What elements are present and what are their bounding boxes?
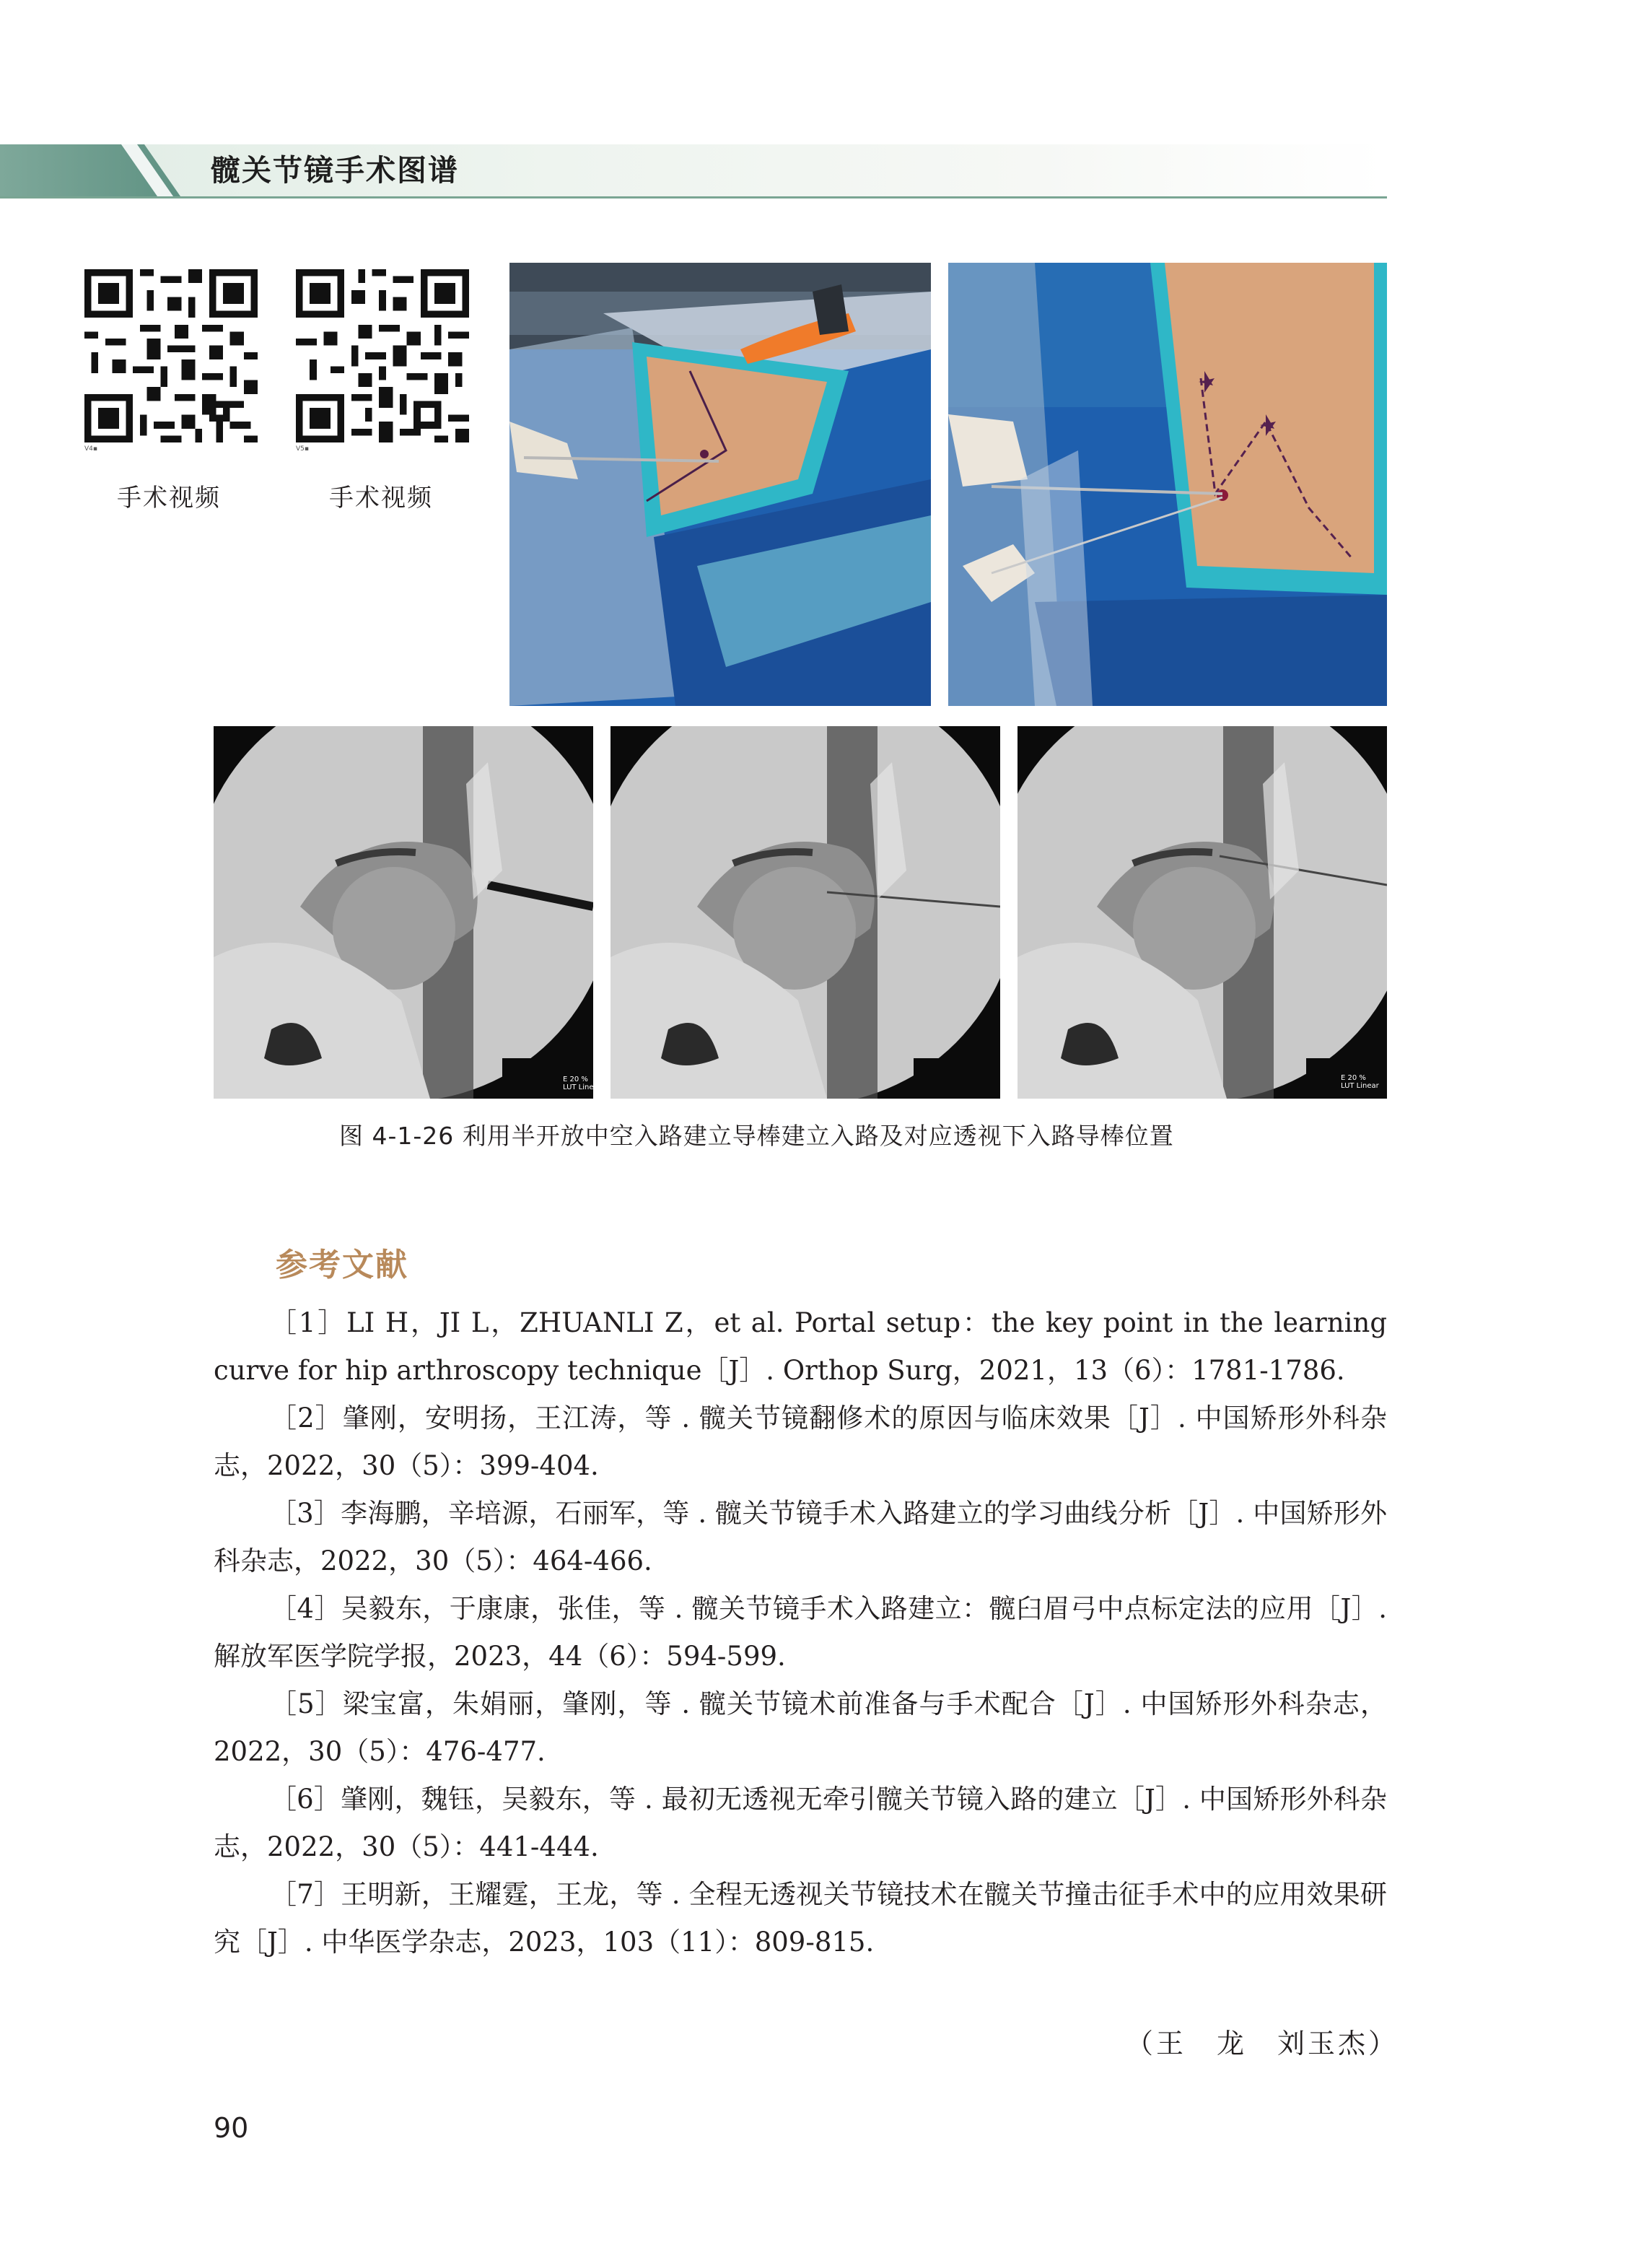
surgical-photo-2 <box>948 263 1387 706</box>
xray-overlay-text: E 20 % LUT Linear <box>1341 1074 1379 1090</box>
qr-tiny-id: V5▪ <box>296 445 309 453</box>
author-credit: （王 龙 刘玉杰） <box>1126 2028 1399 2059</box>
references-list <box>214 1299 1387 1966</box>
running-header-band <box>0 144 1386 196</box>
qr-label: 手术视频 <box>117 484 221 513</box>
references-heading: 参考文献 <box>276 1247 408 1283</box>
reference-item: ［2］肇刚，安明扬，王江涛，等 . 髋关节镜翻修术的原因与临床效果［J］. 中国矫形外科杂志，2022，30（5）：399-404. <box>214 1403 1387 1481</box>
qr-code-video-1[interactable] <box>84 269 258 442</box>
qr-tiny-id: V4▪ <box>84 445 97 453</box>
qr-label: 手术视频 <box>329 484 433 513</box>
surgical-photo-1 <box>509 263 931 706</box>
fluoroscopy-image-3 <box>1017 726 1387 1099</box>
figure-caption: 图 4-1-26 利用半开放中空入路建立导棒建立入路及对应透视下入路导棒位置 <box>339 1122 1174 1150</box>
qr-code-icon <box>296 269 469 442</box>
fluoroscopy-image-1 <box>214 726 593 1099</box>
qr-code-video-2[interactable] <box>296 269 469 442</box>
page-number: 90 <box>214 2112 249 2144</box>
reference-item: ［6］肇刚，魏钰，吴毅东，等 . 最初无透视无牵引髋关节镜入路的建立［J］. 中国矫形外科杂志，2022，30（5）：441-444. <box>214 1784 1387 1862</box>
reference-item: ［5］梁宝富，朱娟丽，肇刚，等 . 髋关节镜术前准备与手术配合［J］. 中国矫形外科杂志，2022，30（5）：476-477. <box>214 1688 1387 1767</box>
xray-overlay-text: E 20 % LUT Linear <box>563 1076 601 1091</box>
reference-item: ［4］吴毅东，于康康，张佳，等 . 髋关节镜手术入路建立：髋臼眉弓中点标定法的应用［J］. 解放军医学院学报，2023，44（6）：594-599. <box>214 1593 1387 1672</box>
reference-item: ［3］李海鹏，辛培源，石丽军，等 . 髋关节镜手术入路建立的学习曲线分析［J］. 中国矫形外科杂志，2022，30（5）：464-466. <box>214 1498 1387 1576</box>
fluoroscopy-image-2 <box>610 726 1000 1099</box>
reference-item: ［1］LI H，JI L，ZHUANLI Z，et al. Portal setup：the key point in the learning curve for hip arthroscopy technique［J］. Orthop Surg，2021，13（6）：1781-1786. <box>214 1307 1387 1386</box>
qr-code-icon <box>84 269 258 442</box>
header-rule <box>0 196 1387 199</box>
reference-item: ［7］王明新，王耀霆，王龙，等 . 全程无透视关节镜技术在髋关节撞击征手术中的应用效果研究［J］. 中华医学杂志，2023，103（11）：809-815. <box>214 1879 1387 1958</box>
book-title: 髋关节镜手术图谱 <box>211 153 459 188</box>
